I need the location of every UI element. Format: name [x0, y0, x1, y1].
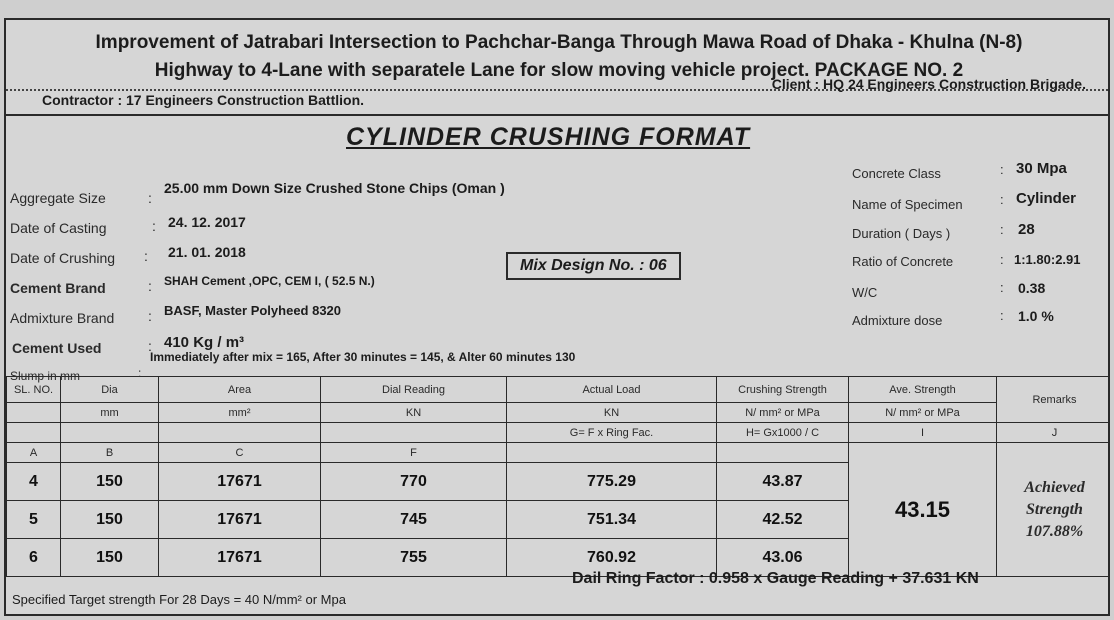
- field-sep: :: [1000, 280, 1004, 295]
- project-title-line2: Highway to 4-Lane with separatele Lane for slow moving vehicle project. PACKAGE NO. 2: [154, 60, 964, 81]
- cell-area: 17671: [159, 539, 321, 577]
- field-label: Admixture dose: [852, 313, 943, 328]
- field-label: Cement Brand: [10, 280, 106, 296]
- remarks-line: 107.88%: [1025, 522, 1084, 540]
- field-sep: :: [1000, 222, 1004, 237]
- cell-area: 17671: [159, 463, 321, 501]
- cell-dial-reading: 770: [321, 463, 507, 501]
- column-header: Ave. Strength: [849, 377, 997, 403]
- target-strength-note: Specified Target strength For 28 Days = 40 N/mm² or Mpa: [12, 592, 346, 607]
- field-sep: :: [152, 218, 156, 234]
- cell-area: 17671: [159, 501, 321, 539]
- ring-factor-formula: Dail Ring Factor : 0.958 x Gauge Reading + 37.631 KN: [572, 570, 979, 587]
- unit-cell: N/ mm² or MPa: [849, 403, 997, 423]
- cell-dia: 150: [61, 463, 159, 501]
- column-header: Remarks: [997, 377, 1111, 423]
- letter-cell: A: [7, 443, 61, 463]
- field-label: Cement Used: [12, 340, 102, 356]
- field-label: Concrete Class: [852, 166, 941, 181]
- formula-cell: G= F x Ring Fac.: [507, 423, 717, 443]
- cell-dia: 150: [61, 501, 159, 539]
- letter-cell: [507, 443, 717, 463]
- cell-sl-no: 4: [7, 463, 61, 501]
- remarks-line: Achieved: [1024, 478, 1085, 496]
- formula-cell: [7, 423, 61, 443]
- field-value: 25.00 mm Down Size Crushed Stone Chips (Oman ): [164, 180, 505, 196]
- formula-cell: J: [997, 423, 1111, 443]
- formula-cell: [159, 423, 321, 443]
- formula-cell: [61, 423, 159, 443]
- field-sep: :: [1000, 308, 1004, 323]
- field-value: SHAH Cement ,OPC, CEM I, ( 52.5 N.): [164, 274, 375, 288]
- crushing-results-table: [6, 376, 1110, 577]
- table-letter-row: [7, 443, 1111, 463]
- letter-cell: C: [159, 443, 321, 463]
- client: Client : HQ 24 Engineers Construction Brigade.: [771, 76, 1086, 92]
- cell-dial-reading: 755: [321, 539, 507, 577]
- formula-cell: H= Gx1000 / C: [717, 423, 849, 443]
- column-header: Actual Load: [507, 377, 717, 403]
- field-label: Ratio of Concrete: [852, 254, 954, 269]
- field-value: Immediately after mix = 165, After 30 minutes = 145, & Alter 60 minutes 130: [150, 350, 576, 364]
- table-formula-row: [7, 423, 1111, 443]
- cell-crushing-strength: 43.06: [717, 539, 849, 577]
- page-title: CYLINDER CRUSHING FORMAT: [346, 123, 751, 151]
- unit-cell: KN: [321, 403, 507, 423]
- cell-actual-load: 775.29: [507, 463, 717, 501]
- field-sep: :: [148, 278, 152, 294]
- column-header: Dia: [61, 377, 159, 403]
- cell-dial-reading: 745: [321, 501, 507, 539]
- letter-cell: F: [321, 443, 507, 463]
- field-sep: :: [148, 338, 152, 354]
- project-title-line1: Improvement of Jatrabari Intersection to Pachchar-Banga Through Mawa Road of Dhaka - Khulna (N-8): [95, 32, 1023, 53]
- column-header: Dial Reading: [321, 377, 507, 403]
- letter-cell: [717, 443, 849, 463]
- column-header: Area: [159, 377, 321, 403]
- field-sep: :: [148, 190, 152, 206]
- cell-dia: 150: [61, 539, 159, 577]
- field-label: Date of Crushing: [10, 250, 116, 266]
- formula-cell: I: [849, 423, 997, 443]
- field-value: Cylinder: [1016, 190, 1077, 207]
- unit-cell: KN: [507, 403, 717, 423]
- field-value: 0.38: [1018, 280, 1046, 296]
- field-label: Name of Specimen: [852, 197, 963, 212]
- field-sep: :: [1000, 162, 1004, 177]
- field-sep: :: [144, 248, 148, 264]
- field-value: 21. 01. 2018: [168, 244, 246, 260]
- cell-sl-no: 5: [7, 501, 61, 539]
- letter-cell: B: [61, 443, 159, 463]
- cell-actual-load: 751.34: [507, 501, 717, 539]
- unit-cell: mm²: [159, 403, 321, 423]
- field-label: W/C: [852, 285, 878, 300]
- field-sep: :: [148, 308, 152, 324]
- unit-cell: mm: [61, 403, 159, 423]
- field-sep: :: [1000, 252, 1004, 267]
- field-label: Aggregate Size: [10, 190, 106, 206]
- divider: [6, 114, 1110, 116]
- unit-cell: [7, 403, 61, 423]
- field-value: 30 Mpa: [1016, 160, 1067, 177]
- table-unit-row: [7, 403, 1111, 423]
- field-value: 410 Kg / m³: [164, 334, 245, 351]
- field-label: Duration ( Days ): [852, 226, 951, 241]
- field-value: 1:1.80:2.91: [1014, 252, 1081, 267]
- field-sep: :: [138, 366, 142, 380]
- field-value: BASF, Master Polyheed 8320: [164, 303, 342, 318]
- remarks-cell: [997, 443, 1111, 577]
- formula-cell: [321, 423, 507, 443]
- contractor: Contractor : 17 Engineers Construction Battlion.: [42, 92, 365, 108]
- field-label: Date of Casting: [10, 220, 107, 236]
- table-header-row: [7, 377, 1111, 403]
- field-label: Admixture Brand: [10, 310, 115, 326]
- column-header: SL. NO.: [7, 377, 61, 403]
- test-report-sheet: [4, 18, 1110, 616]
- cell-crushing-strength: 42.52: [717, 501, 849, 539]
- field-sep: :: [1000, 192, 1004, 207]
- field-label: Slump in mm: [10, 369, 81, 383]
- cell-crushing-strength: 43.87: [717, 463, 849, 501]
- field-value: 1.0 %: [1018, 308, 1054, 324]
- mix-design-box: Mix Design No. : 06: [506, 252, 681, 280]
- column-header: Crushing Strength: [717, 377, 849, 403]
- cell-actual-load: 760.92: [507, 539, 717, 577]
- unit-cell: N/ mm² or MPa: [717, 403, 849, 423]
- average-strength: 43.15: [849, 443, 997, 577]
- cell-sl-no: 6: [7, 539, 61, 577]
- remarks-line: Strength: [1026, 500, 1083, 518]
- field-value: 28: [1018, 221, 1035, 238]
- field-value: 24. 12. 2017: [168, 214, 246, 230]
